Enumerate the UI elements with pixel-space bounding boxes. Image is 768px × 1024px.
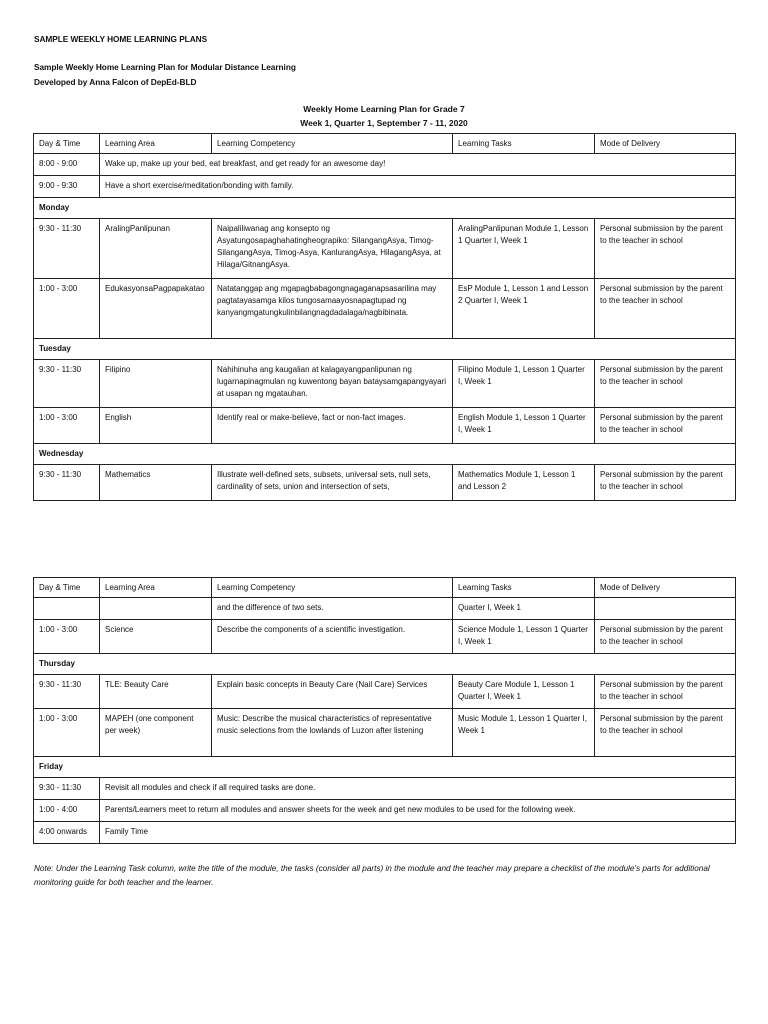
doc-header-title: SAMPLE WEEKLY HOME LEARNING PLANS (34, 34, 208, 44)
table-row (34, 219, 736, 279)
cell-area: EdukasyonsaPagpapakatao (100, 279, 212, 339)
cell-time: 1:00 - 3:00 (34, 709, 100, 757)
table-row (34, 620, 736, 654)
cell-competency: and the difference of two sets. (212, 598, 453, 620)
cell-delivery: Personal submission by the parent to the teacher in school (595, 360, 736, 408)
cell-area: Science (100, 620, 212, 654)
col-header: Learning Competency (212, 134, 453, 154)
footnote: Note: Under the Learning Task column, write the title of the module, the tasks (consider all parts) in the module and the teacher may prepare a checklist of the module's parts for additional monitoring guide for both teacher and the learner. (34, 864, 710, 887)
cell-area: English (100, 408, 212, 444)
day-row (34, 339, 736, 360)
table-row (34, 778, 736, 800)
table-header-row (34, 134, 736, 154)
cell-time: 4:00 onwards (34, 822, 100, 844)
cell-time: 1:00 - 3:00 (34, 279, 100, 339)
doc-header-author: Developed by Anna Falcon of DepEd-BLD (34, 77, 197, 87)
cell-delivery: Personal submission by the parent to the teacher in school (595, 620, 736, 654)
table-row (34, 598, 736, 620)
plan-week: Week 1, Quarter 1, September 7 - 11, 2020 (300, 118, 468, 128)
col-header: Day & Time (34, 134, 100, 154)
cell-area: MAPEH (one component per week) (100, 709, 212, 757)
cell-time: 1:00 - 3:00 (34, 408, 100, 444)
schedule-table-1 (33, 133, 736, 501)
cell-tasks: Music Module 1, Lesson 1 Quarter I, Week 1 (453, 709, 595, 757)
table-row (34, 822, 736, 844)
doc-header-subtitle: Sample Weekly Home Learning Plan for Modular Distance Learning (34, 62, 296, 72)
cell-time (34, 598, 100, 620)
cell-tasks: Beauty Care Module 1, Lesson 1 Quarter I, Week 1 (453, 675, 595, 709)
cell-delivery: Personal submission by the parent to the teacher in school (595, 675, 736, 709)
cell-delivery: Personal submission by the parent to the teacher in school (595, 709, 736, 757)
col-header: Day & Time (34, 578, 100, 598)
cell-delivery: Personal submission by the parent to the teacher in school (595, 465, 736, 501)
schedule-table-2 (33, 577, 736, 844)
cell-competency: Nahihinuha ang kaugalian at kalagayangpanlipunan ng lugarnapinagmulan ng kuwentong bayan bataysamgapangyayari at usapan ng mgatauhan. (212, 360, 453, 408)
cell-time: 9:30 - 11:30 (34, 675, 100, 709)
cell-tasks: English Module 1, Lesson 1 Quarter I, Week 1 (453, 408, 595, 444)
cell-delivery (595, 598, 736, 620)
cell-competency: Explain basic concepts in Beauty Care (Nail Care) Services (212, 675, 453, 709)
cell-activity: Wake up, make up your bed, eat breakfast, and get ready for an awesome day! (100, 154, 736, 176)
cell-competency: Illustrate well-defined sets, subsets, universal sets, null sets, cardinality of sets, union and intersection of sets, (212, 465, 453, 501)
table-row (34, 360, 736, 408)
day-row (34, 198, 736, 219)
col-header: Learning Area (100, 578, 212, 598)
table-row (34, 800, 736, 822)
cell-tasks: EsP Module 1, Lesson 1 and Lesson 2 Quarter I, Week 1 (453, 279, 595, 339)
cell-competency: Natatanggap ang mgapagbabagongnagaganapsasarilina may pagtatayasamga kilos tungosamaayosnapagtupad ng kanyangmgatungkulinbilangnagdadalaga/nagbibinata. (212, 279, 453, 339)
day-label: Monday (34, 198, 736, 219)
cell-tasks: Science Module 1, Lesson 1 Quarter I, Week 1 (453, 620, 595, 654)
day-label: Tuesday (34, 339, 736, 360)
cell-delivery: Personal submission by the parent to the teacher in school (595, 219, 736, 279)
day-row (34, 654, 736, 675)
cell-tasks: Mathematics Module 1, Lesson 1 and Lesson 2 (453, 465, 595, 501)
table-row (34, 279, 736, 339)
cell-competency: Naipaliliwanag ang konsepto ng Asyatungosapaghahatingheograpiko: SilangangAsya, Timog-SilangangAsya, Timog-Asya, KanlurangAsya, HilagangAsya, at Hilaga/GitnangAsya. (212, 219, 453, 279)
cell-time: 9:30 - 11:30 (34, 778, 100, 800)
table-row (34, 675, 736, 709)
col-header: Learning Competency (212, 578, 453, 598)
cell-area: Mathematics (100, 465, 212, 501)
cell-time: 8:00 - 9:00 (34, 154, 100, 176)
table-header-row (34, 578, 736, 598)
cell-tasks: AralingPanlipunan Module 1, Lesson 1 Quarter I, Week 1 (453, 219, 595, 279)
col-header: Learning Tasks (453, 134, 595, 154)
day-row (34, 757, 736, 778)
cell-area (100, 598, 212, 620)
col-header: Mode of Delivery (595, 578, 736, 598)
col-header: Learning Tasks (453, 578, 595, 598)
col-header: Learning Area (100, 134, 212, 154)
cell-time: 9:30 - 11:30 (34, 219, 100, 279)
table-row (34, 154, 736, 176)
cell-tasks: Quarter I, Week 1 (453, 598, 595, 620)
day-row (34, 444, 736, 465)
day-label: Thursday (34, 654, 736, 675)
cell-activity: Family Time (100, 822, 736, 844)
plan-title: Weekly Home Learning Plan for Grade 7 (303, 104, 465, 114)
cell-time: 1:00 - 4:00 (34, 800, 100, 822)
col-header: Mode of Delivery (595, 134, 736, 154)
cell-tasks: Filipino Module 1, Lesson 1 Quarter I, Week 1 (453, 360, 595, 408)
table-row (34, 709, 736, 757)
cell-time: 9:00 - 9:30 (34, 176, 100, 198)
cell-delivery: Personal submission by the parent to the teacher in school (595, 279, 736, 339)
cell-time: 9:30 - 11:30 (34, 465, 100, 501)
table-row (34, 408, 736, 444)
cell-area: Filipino (100, 360, 212, 408)
day-label: Friday (34, 757, 736, 778)
cell-competency: Describe the components of a scientific investigation. (212, 620, 453, 654)
table-row (34, 176, 736, 198)
cell-time: 1:00 - 3:00 (34, 620, 100, 654)
cell-activity: Have a short exercise/meditation/bonding with family. (100, 176, 736, 198)
cell-activity: Parents/Learners meet to return all modules and answer sheets for the week and get new modules to be used for the following week. (100, 800, 736, 822)
cell-activity: Revisit all modules and check if all required tasks are done. (100, 778, 736, 800)
cell-time: 9:30 - 11:30 (34, 360, 100, 408)
cell-competency: Identify real or make-believe, fact or non-fact images. (212, 408, 453, 444)
cell-area: TLE: Beauty Care (100, 675, 212, 709)
cell-delivery: Personal submission by the parent to the teacher in school (595, 408, 736, 444)
table-row (34, 465, 736, 501)
day-label: Wednesday (34, 444, 736, 465)
cell-competency: Music: Describe the musical characteristics of representative music selections from the lowlands of Luzon after listening (212, 709, 453, 757)
cell-area: AralingPanlipunan (100, 219, 212, 279)
